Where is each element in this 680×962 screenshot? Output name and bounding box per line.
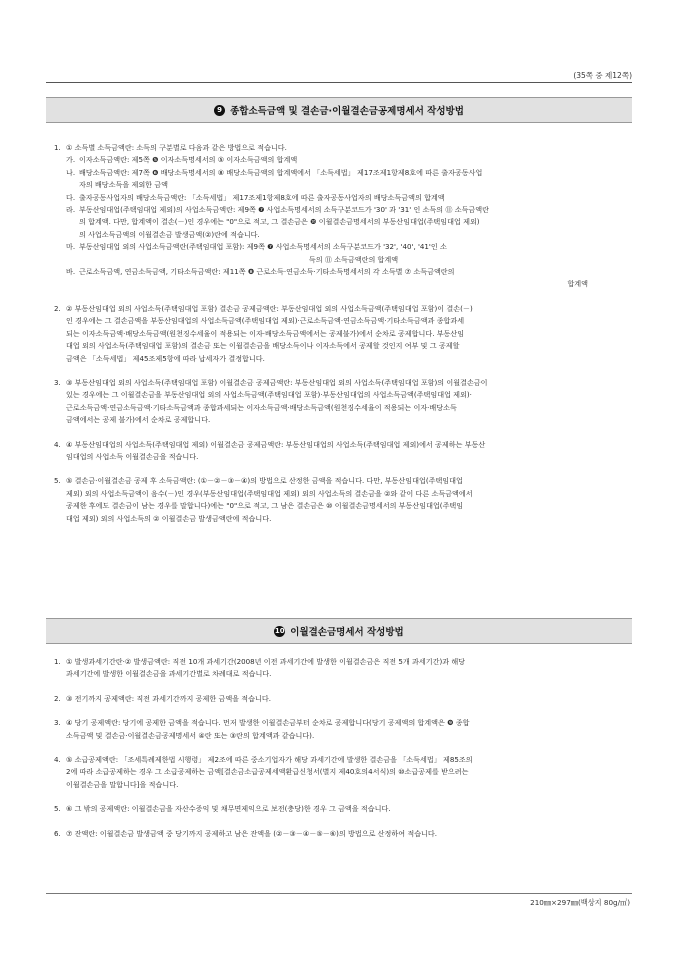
text-line: ④ 당기 공제액란: 당기에 공제한 금액을 적습니다. 먼저 발생한 이월결손금부터 순차로 공제합니다(당기 공제액의 합계액은 ❾ 종합 [66, 718, 470, 728]
sub-item [66, 167, 628, 192]
text-line: 부동산임대업 외의 사업소득금액란(주택임대업 포함): 제9쪽 ❼ 사업소득명세서의 소득구분코드가 '32', '40', '41'인 소 [79, 242, 447, 252]
list-item [54, 377, 628, 427]
sub-item [66, 192, 628, 204]
sub-item [66, 204, 628, 241]
text-line: 이자소득금액란: 제5쪽 ❺ 이자소득명세서의 ⑤ 이자소득금액의 합계액 [79, 155, 298, 165]
item-number: 2. [54, 303, 61, 313]
sub-item [66, 266, 628, 291]
sub-label: 라. [66, 205, 76, 215]
text-line: 공제한 후에도 결손금이 남는 경우를 말합니다)에는 "0"으로 적고, 그 남은 결손금은 ⑩ 이월결손금명세서의 부동산임대업(주택임 [66, 501, 464, 511]
item-number: 5. [54, 476, 61, 486]
bottom-rule [46, 893, 632, 894]
text-line: ③ 부동산임대업 외의 사업소득(주택임대업 포함) 이월결손금 공제금액란: 부동산임대업 외의 사업소득(주택임대업 포함)의 이월결손금이 [66, 377, 488, 387]
list-item [54, 475, 628, 525]
item-number: 6. [54, 828, 61, 838]
sub-label: 다. [66, 192, 76, 202]
sub-item [66, 241, 628, 266]
sub-item [66, 154, 628, 166]
paper-size-note: 210㎜×297㎜(백상지 80g/㎡) [530, 898, 630, 907]
text-line: 근로소득금액·연금소득금액·기타소득금액과 종합과세되는 이자소득금액·배당소득금액(원천징수세율이 적용되는 이자·배당소득 [66, 402, 457, 412]
text-line: 소득금액 및 결손금·이월결손금공제명세서 ④란 또는 ③란의 합계액과 같습니다). [66, 730, 315, 740]
list-item [54, 303, 628, 365]
text-line: ② 부동산임대업 외의 사업소득(주택임대업 포함) 결손금 공제금액란: 부동산임대업 외의 사업소득금액(주택임대업 포함)이 결손(－) [66, 303, 473, 313]
number-badge-icon: 10 [274, 627, 285, 635]
list-item [54, 656, 628, 681]
text-line: ⑦ 잔액란: 이월결손금 발생금액 중 당기까지 공제하고 남은 잔액을 (②－③－④－⑤－⑥)의 방법으로 산정하여 적습니다. [66, 828, 438, 838]
top-rule [46, 82, 632, 83]
text-line: ⑤ 결손금·이월결손금 공제 후 소득금액란: (①－②－③－④)의 방법으로 산정한 금액을 적습니다. 다만, 부동산임대업(주택임대업 [66, 476, 463, 486]
text-line: 대업 제외) 외의 사업소득의 ② 이월결손금 발생금액란에 적습니다. [66, 513, 272, 523]
text-line: 부동산임대업(주택임대업 제외)의 사업소득금액란: 제9쪽 ❼ 사업소득명세서의 소득구분코드가 '30' 과 '31' 인 소득의 ⑪ 소득금액란 [79, 205, 489, 215]
sub-label: 나. [66, 167, 76, 177]
text-line: 의 합계액. 다만, 합계액이 결손(－)인 경우에는 "0"으로 적고, 그 결손금은 ❿ 이월결손금명세서의 부동산임대업(주택임대업 제외) [79, 217, 480, 227]
page-counter: (35쪽 중 제12쪽) [573, 71, 632, 80]
item-number: 4. [54, 439, 61, 449]
section-title: 이월결손금명세서 작성방법 [290, 627, 404, 638]
item-intro: ① 소득별 소득금액란: 소득의 구분별로 다음과 같은 방법으로 적습니다. [66, 143, 287, 152]
list-item [54, 803, 628, 815]
text-line: ④ 부동산임대업의 사업소득(주택임대업 제외) 이월결손금 공제금액란: 부동산임대업의 사업소득(주택임대업 제외)에서 공제하는 부동산 [66, 439, 486, 449]
sub-label: 바. [66, 267, 76, 277]
text-line: 의 사업소득금액의 이월결손금 발생금액(②)란에 적습니다. [79, 229, 260, 239]
text-line: ⑥ 그 밖의 공제액란: 이월결손금을 자산수증익 및 채무면제익으로 보전(충당)한 경우 그 금액을 적습니다. [66, 804, 391, 814]
item-number: 1. [54, 657, 61, 666]
sub-label: 가. [66, 155, 76, 165]
section-title: 종합소득금액 및 결손금·이월결손금공제명세서 작성방법 [230, 106, 464, 117]
item-number: 1. [54, 143, 61, 152]
text-line: 배당소득금액란: 제7쪽 ❻ 배당소득명세서의 ⑧ 배당소득금액의 합계액에서 「소득세법」 제17조제1항제8호에 따른 출자공동사업 [79, 167, 483, 177]
sub-label: 마. [66, 242, 76, 252]
list-item [54, 754, 628, 791]
text-line: 출자공동사업자의 배당소득금액란: 「소득세법」 제17조제1항제8호에 따른 출자공동사업자의 배당소득금액의 합계액 [79, 192, 445, 202]
text-line: 제외) 외의 사업소득금액이 음수(－)인 경우(부동산임대업(주택임대업 제외) 외의 사업소득의 결손금을 ②와 같이 다른 소득금액에서 [66, 488, 473, 498]
number-badge-icon: 9 [214, 105, 225, 116]
text-line: 이월결손금을 말합니다]을 적습니다. [66, 779, 179, 789]
text-line: 금액은 「소득세법」 제45조제5항에 따라 납세자가 결정합니다. [66, 353, 265, 363]
item-number: 2. [54, 693, 61, 703]
text-line: 대업 외의 사업소득(주택임대업 포함)의 결손금 또는 이월결손금을 배당소득이나 이자소득에서 공제할 것인지 여부 및 그 공제할 [66, 341, 460, 351]
item-number: 4. [54, 755, 61, 765]
list-item [54, 142, 628, 291]
item-number: 5. [54, 804, 61, 814]
text-line: 임대업의 사업소득 이월결손금을 적습니다. [66, 451, 199, 461]
list-item [54, 717, 628, 742]
text-line: 있는 경우에는 그 이월결손금을 부동산임대업 외의 사업소득금액(주택임대업 포함)·부동산임대업의 사업소득금액(주택임대업 제외)· [66, 390, 472, 400]
list-item [54, 693, 628, 705]
text-line: 과세기간에 발생한 이월결손금을 과세기간별로 차례대로 적습니다. [66, 669, 272, 679]
text-line: 인 경우에는 그 결손금액을 부동산임대업의 사업소득금액(주택임대업 제외)·근로소득금액·연금소득금액·기타소득금액과 종합과세 [66, 316, 465, 326]
list-item [54, 828, 628, 840]
section1-content [54, 142, 628, 537]
item-number: 3. [54, 718, 61, 728]
section-header-9 [46, 97, 632, 123]
text-line: 되는 이자소득금액·배당소득금액(원천징수세율이 적용되는 이자·배당소득금액에서는 공제불가)에서 순차로 공제합니다. 부동산임 [66, 328, 465, 338]
text-line: ⑤ 소급공제액란: 「조세특례제한법 시행령」 제2조에 따른 중소기업자가 해당 과세기간에 발생한 결손금을 「소득세법」 제85조의 [66, 755, 473, 765]
text-line: ③ 전기까지 공제액란: 직전 과세기간까지 공제한 금액을 적습니다. [66, 693, 271, 703]
section2-content [54, 656, 628, 852]
text-line: 근로소득금액, 연금소득금액, 기타소득금액란: 제11쪽 ❽ 근로소득·연금소득·기타소득명세서의 각 소득별 ⑦ 소득금액란의 [79, 267, 455, 277]
text-line: 합계액 [567, 279, 588, 289]
text-line: 2에 따라 소급공제하는 경우 그 소급공제하는 금액[결손금소급공제세액환급신청서(별지 제40호의4서식)의 ⑩소급공제를 받으려는 [66, 767, 469, 777]
text-line: 자의 배당소득을 제외한 금액 [79, 180, 168, 190]
text-line: ① 발생과세기간란·② 발생금액란: 직전 10개 과세기간(2008년 이전 과세기간에 발생한 이월결손금은 직전 5개 과세기간)과 해당 [66, 657, 466, 666]
text-line: 득의 ⑪ 소득금액란의 합계액 [308, 254, 399, 264]
list-item [54, 439, 628, 464]
item-number: 3. [54, 377, 61, 387]
section-header-10 [46, 618, 632, 644]
text-line: 금액에서는 공제 불가)에서 순차로 공제합니다. [66, 415, 211, 425]
